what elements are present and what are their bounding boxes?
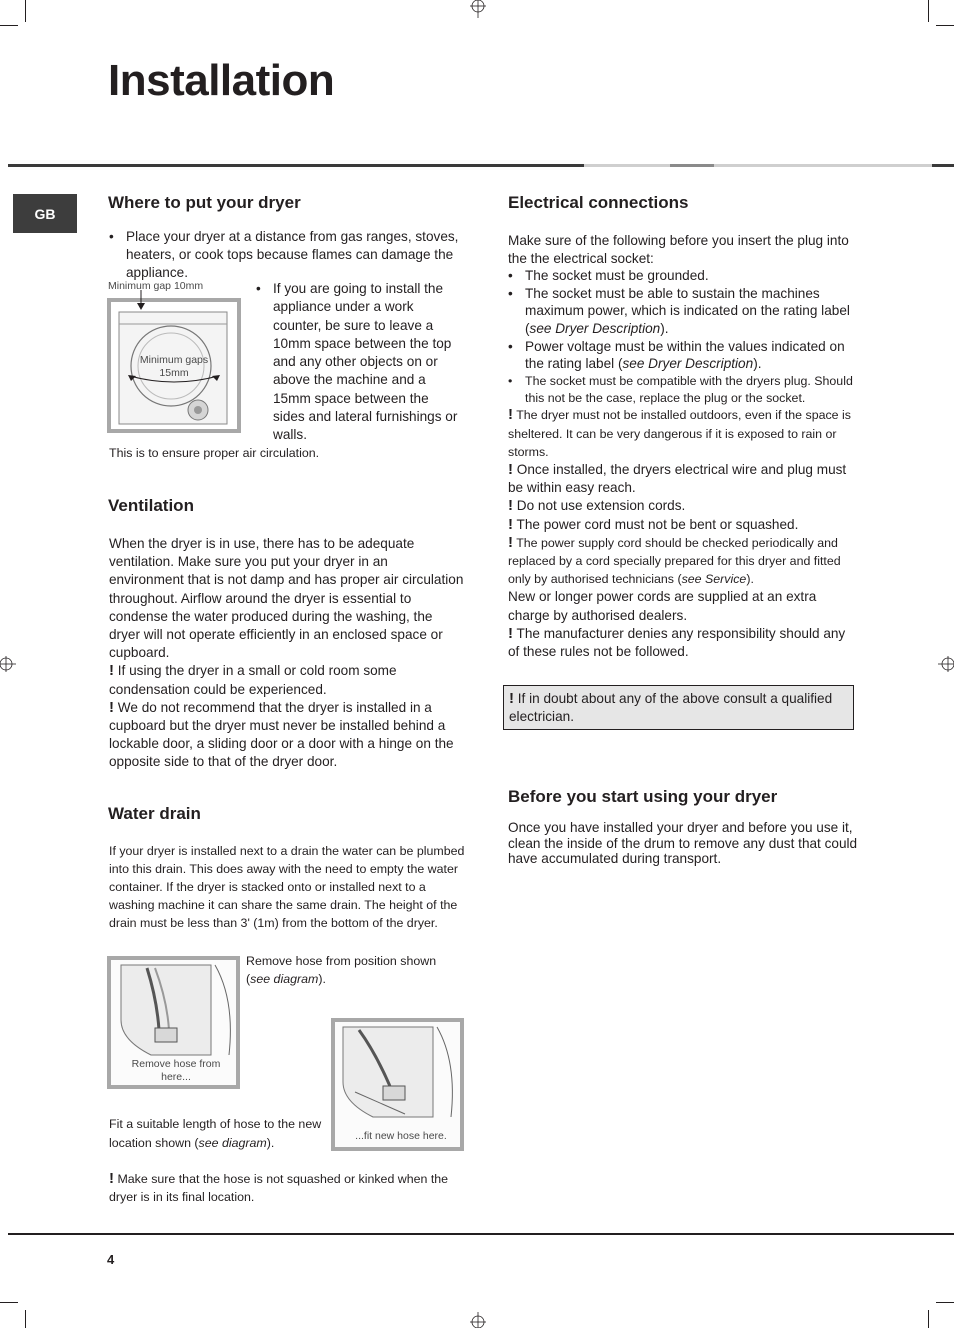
warning-icon: ! [109,698,114,716]
header-rule-end [932,164,954,167]
warning-icon: ! [109,1170,114,1187]
electrical-warning-5-cont: New or longer power cords are supplied at an extra charge by authorised dealers. [508,589,817,623]
warning-icon: ! [109,662,114,680]
list-item: • If you are going to install the appliance under a work counter, be sure to leave a 10mm space between the top and any other objects on or above the machine and a 15mm space between the sides and lateral furnishings or walls. [256,280,459,445]
electrician-note-text: If in doubt about any of the above consult a qualified electrician. [509,691,833,725]
crop-mark [936,1302,954,1303]
where-closing: This is to ensure proper air circulation. [109,446,320,460]
warning-icon: ! [508,460,513,478]
warning-icon: ! [508,406,513,424]
list-item: • Place your dryer at a distance from gas ranges, stoves, heaters, or cook tops because flames can damage the appliance. [109,228,459,283]
header-rule-light [584,164,670,167]
warning-icon: ! [508,624,513,642]
electrical-intro: Make sure of the following before you insert the plug into the the electrical socket: [508,233,849,266]
crop-mark [936,25,954,26]
side-gap-arrow-icon [126,372,222,388]
hose-fit-diagram [331,1018,464,1151]
crop-mark [928,0,929,22]
electrical-warning-3: ! Do not use extension cords. [508,497,686,515]
electrical-warning-5: ! The power supply cord should be checked periodically and replaced by a cord specially prepared for this dryer and fitted only by authorised technicians (see Service). [508,533,841,587]
water-warning: ! Make sure that the hose is not squashed or kinked when the dryer is in its final location. [109,1170,449,1205]
list-item: • The socket must be compatible with the dryers plug. Should this not be the case, replace the plug or the socket. [508,373,854,407]
ventilation-text [109,535,464,772]
hose-removal-diagram [107,956,240,1089]
crop-mark [928,1310,929,1328]
hose-illustration [335,1022,460,1147]
ventilation-warning-2: ! We do not recommend that the dryer is installed in a cupboard but the dryer must never be installed behind a lockable door, a sliding door or a door with a hinge on the opposite side to that of the dryer door. [109,698,454,770]
page-title: Installation [108,56,335,105]
crop-mark [25,1310,26,1328]
electrician-note-box [503,685,854,730]
electrical-warning-6: ! The manufacturer denies any responsibility should any of these rules not be followed. [508,624,846,659]
section-heading-where: Where to put your dryer [108,193,301,212]
list-item: • Power voltage must be within the values indicated on the rating label (see Dryer Description). [508,338,854,373]
electrical-warning-4: ! The power cord must not be bent or squashed. [508,515,799,533]
registration-mark-right [936,654,954,674]
warning-icon: ! [508,515,513,533]
warning-icon: ! [508,497,513,515]
electrical-warning-1: ! The dryer must not be installed outdoors, even if the space is sheltered. It can be very dangerous if it is exposed to rain or storms. [508,406,851,459]
figure-caption-remove: Remove hose from here... [131,1058,221,1083]
crop-mark [0,25,18,26]
section-heading-electrical: Electrical connections [508,193,689,212]
before-body: Once you have installed your dryer and before you use it, clean the inside of the drum to remove any dust that could have accumulated during transport. [508,820,858,866]
warning-icon: ! [508,533,513,551]
language-tag: GB [13,194,77,233]
ventilation-body: When the dryer is in use, there has to be adequate ventilation. Make sure you put your dryer in an environment that is not damp and has proper air circulation throughout. Airflow around the dryer is essential to condense the water produced during the washing, the dryer will not operate efficiently in an enclosed space or cupboard. [109,536,464,661]
ventilation-warning-1: ! If using the dryer in a small or cold room some condensation could be experienced. [109,662,397,697]
section-heading-water: Water drain [108,804,201,823]
water-remove-instruction: Remove hose from position shown (see diagram). [246,954,437,987]
section-heading-before: Before you start using your dryer [508,787,778,806]
water-body: If your dryer is installed next to a drain the water can be plumbed into this drain. This does away with the need to empty the water container. If the dryer is stacked onto or installed next to a washing machine it can share the same drain. The height of the drain must be less than 3' (1m) from the bottom of the dryer. [109,844,465,931]
header-rule-light [714,164,932,167]
electrical-warning-2: ! Once installed, the dryers electrical wire and plug must be within easy reach. [508,460,847,496]
registration-mark-bottom [468,1310,488,1328]
header-rule [8,164,584,167]
header-rule-mid [670,164,714,167]
page-number: 4 [107,1252,115,1267]
where-bullet-1 [109,228,459,283]
section-heading-ventilation: Ventilation [108,496,194,515]
registration-mark-top [468,0,488,20]
gap-arrow-icon [134,290,148,312]
warning-icon: ! [509,690,514,707]
crop-mark [0,1302,18,1303]
registration-mark-left [0,654,18,674]
electrical-text [508,232,854,661]
list-item: • The socket must be able to sustain the machines maximum power, which is indicated on the rating label (see Dryer Description). [508,285,854,338]
footer-rule [8,1233,954,1235]
crop-mark [25,0,26,22]
where-bullet-2 [256,280,459,445]
list-item: • The socket must be grounded. [508,267,854,285]
figure-label-top-gap: Minimum gap 10mm [108,280,204,292]
figure-caption-fit: ...fit new hose here. [355,1130,447,1142]
water-fit-instruction: Fit a suitable length of hose to the new location shown (see diagram). [109,1117,322,1150]
figure-label-side-gaps: Minimum gaps 15mm [139,354,209,379]
